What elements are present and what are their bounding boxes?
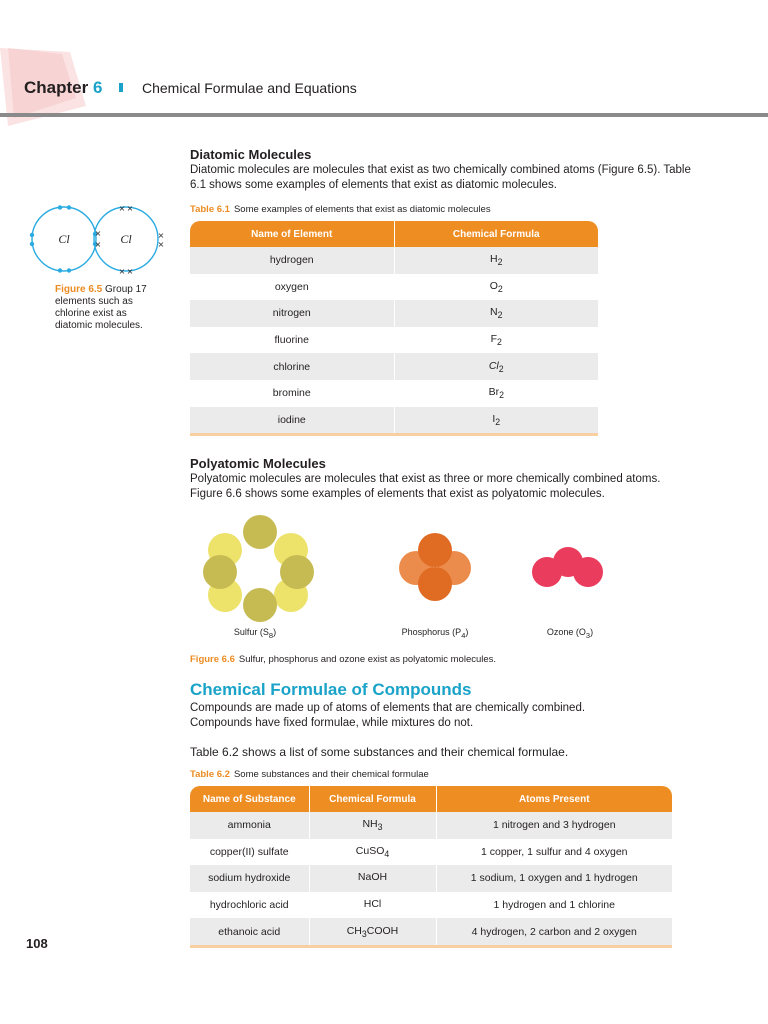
table-label: Table 6.2 (190, 769, 230, 780)
electron-mark: × (118, 267, 126, 276)
element-name-cell: fluorine (274, 334, 309, 347)
formula-subscript: 2 (495, 416, 501, 427)
formula-cell (394, 247, 598, 274)
formula-cell (394, 407, 598, 435)
formula-cell (309, 839, 436, 866)
formula-symbol: O (489, 279, 498, 292)
formula-symbol: F (490, 333, 498, 346)
column-header: Atoms Present (436, 786, 672, 812)
table-row (190, 300, 598, 327)
element-name-cell: nitrogen (190, 300, 394, 327)
table-6-1 (190, 221, 598, 436)
compounds-paragraph-1: Compounds are made up of atoms of elements that are chemically combined. (190, 702, 586, 714)
table-6-2 (190, 786, 672, 948)
polyatomic-paragraph: Polyatomic molecules are molecules that exist as three or more chemically combined atoms. Figure 6.6 shows some examples of elements that exist as polyatomic molecules. (190, 473, 661, 500)
column-header: Chemical Formula (309, 786, 436, 812)
molecule-paren: ) (465, 627, 469, 637)
formula-symbol: N (490, 306, 498, 319)
formula-subscript: 3 (377, 822, 383, 833)
table-row (190, 353, 598, 380)
ozone-label (530, 627, 610, 640)
table-row (190, 839, 672, 866)
table-row (190, 918, 672, 946)
figure-caption-text: Sulfur, phosphorus and ozone exist as polyatomic molecules. (238, 654, 497, 665)
formula-subscript: 2 (497, 257, 503, 268)
formula-subscript: 3 (361, 928, 367, 939)
formula-part: COOH (366, 924, 399, 937)
molecule-name: Ozone (O (546, 627, 586, 637)
formula-subscript: 2 (497, 283, 503, 294)
polyatomic-heading: Polyatomic Molecules (190, 456, 326, 471)
electron-mark: × (157, 231, 165, 240)
substance-name-cell: copper(II) sulfate (209, 845, 289, 858)
element-name-cell: hydrogen (190, 247, 394, 274)
formula-cell (309, 918, 436, 946)
formula-part: CuSO (355, 844, 385, 857)
chapter-marker (119, 83, 123, 92)
molecule-name: Sulfur (S (233, 627, 269, 637)
diatomic-paragraph: Diatomic molecules are molecules that exist as two chemically combined atoms (Figure 6.5). Table 6.1 shows some examples of elements that exist as diatomic molecules. (190, 164, 691, 191)
formula-cell (309, 812, 436, 839)
molecule-subscript: 8 (268, 630, 274, 640)
column-header: Chemical Formula (394, 221, 598, 247)
electron-mark: × (126, 267, 134, 276)
formula-cell (394, 300, 598, 327)
electron-mark: × (118, 204, 126, 213)
phosphorus-molecule-diagram (395, 532, 475, 604)
formula-cell (309, 892, 436, 919)
chapter-label (24, 78, 102, 98)
atoms-present-cell: 1 sodium, 1 oxygen and 1 hydrogen (436, 865, 672, 892)
formula-subscript: 2 (497, 337, 502, 348)
ozone-molecule-diagram (528, 545, 608, 590)
substance-name-cell: sodium hydroxide (190, 865, 309, 892)
atoms-present-cell: 1 hydrogen and 1 chlorine (436, 892, 672, 919)
electron-mark: × (94, 240, 102, 249)
table-row (190, 380, 598, 407)
compounds-paragraph-2: Compounds have fixed formulae, while mixtures do not. (190, 717, 474, 729)
page-number: 108 (26, 936, 48, 951)
table-row (190, 865, 672, 892)
compounds-paragraph-3: Table 6.2 shows a list of some substances and their chemical formulae. (190, 745, 569, 759)
formula-subscript: 2 (497, 310, 503, 321)
substance-name-cell: ethanoic acid (190, 918, 309, 946)
chlorine-molecule-diagram (26, 200, 171, 280)
table-6-2-caption (190, 769, 429, 780)
molecule-subscript: 4 (461, 630, 466, 640)
diatomic-heading: Diatomic Molecules (190, 147, 312, 162)
table-row (190, 274, 598, 301)
table-row (190, 407, 598, 435)
figure-label: Figure 6.6 (190, 654, 235, 665)
chapter-number: 6 (92, 78, 103, 97)
formula-part: CH (346, 924, 362, 937)
formula-part: HCl (363, 898, 382, 911)
formula-subscript: 4 (384, 848, 390, 859)
element-name-cell: iodine (190, 407, 394, 435)
atoms-present-cell: 1 nitrogen and 3 hydrogen (436, 812, 672, 839)
chapter-title: Chemical Formulae and Equations (142, 80, 357, 96)
molecule-paren: ) (590, 627, 594, 637)
column-header: Name of Substance (190, 786, 309, 812)
figure-label: Figure 6.5 (55, 284, 103, 295)
formula-cell (394, 327, 598, 354)
table-6-1-caption (190, 204, 491, 215)
molecule-name: Phosphorus (P (401, 627, 462, 637)
electron-mark: × (126, 204, 134, 213)
compounds-heading: Chemical Formulae of Compounds (190, 680, 472, 699)
substance-name-cell: hydrochloric acid (209, 899, 289, 912)
table-row (190, 812, 672, 839)
formula-symbol: Cl (488, 359, 499, 372)
atoms-present-cell: 4 hydrogen, 2 carbon and 2 oxygen (436, 918, 672, 946)
atoms-present-cell: 1 copper, 1 sulfur and 4 oxygen (436, 839, 672, 866)
table-caption-text: Some examples of elements that exist as diatomic molecules (233, 204, 491, 215)
formula-subscript: 2 (499, 390, 504, 401)
formula-symbol: Br (488, 386, 500, 399)
figure-caption-text: Group 17 elements such as chlorine exist as diatomic molecules. (55, 284, 147, 331)
formula-cell (309, 865, 436, 892)
electron-mark: × (94, 229, 102, 238)
molecule-paren: ) (273, 627, 277, 637)
formula-symbol: I (492, 412, 496, 425)
sulfur-molecule-diagram (195, 510, 315, 625)
table-row (190, 892, 672, 919)
chapter-word: Chapter (24, 78, 89, 97)
header-rule (0, 113, 768, 117)
figure-6-6-caption (190, 654, 496, 665)
formula-part: NH (362, 818, 378, 831)
figure-6-5-caption (55, 284, 165, 332)
formula-symbol: H (490, 253, 498, 266)
sulfur-label (215, 627, 295, 640)
substance-name-cell: ammonia (190, 812, 309, 839)
formula-subscript: 2 (498, 363, 504, 374)
formula-part: NaOH (357, 871, 388, 884)
column-header: Name of Element (190, 221, 394, 247)
table-row (190, 247, 598, 274)
atom-symbol-right: Cl (120, 232, 132, 246)
electron-mark: × (157, 240, 165, 249)
element-name-cell: chlorine (190, 353, 394, 380)
element-name-cell: bromine (272, 387, 311, 400)
formula-cell (394, 274, 598, 301)
table-row (190, 327, 598, 354)
table-label: Table 6.1 (190, 204, 230, 215)
formula-cell (394, 353, 598, 380)
atom-symbol-left: Cl (58, 232, 70, 246)
formula-cell (394, 380, 598, 407)
table-caption-text: Some substances and their chemical formulae (233, 769, 429, 780)
element-name-cell: oxygen (274, 280, 309, 293)
phosphorus-label (390, 627, 480, 640)
molecule-subscript: 3 (585, 630, 591, 640)
